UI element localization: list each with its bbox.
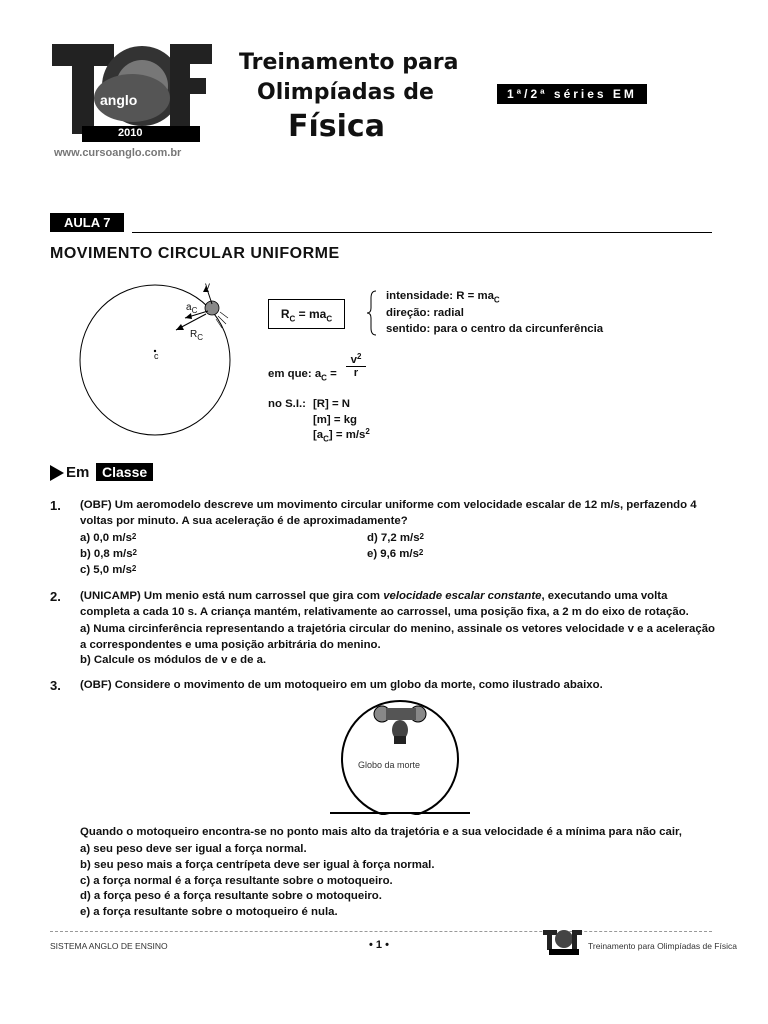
- q3-option-a: a) seu peso deve ser igual a força normal.: [80, 843, 307, 855]
- q2-item-a: a) Numa circinferência representando a trajetória circular do menino, assinale os vetores velocidade v e a aceleração a correspondentes e uma posição arbitrária do menino.: [80, 623, 715, 651]
- fraction: $v^2$ r: [346, 354, 366, 379]
- title-line1: Treinamento para: [239, 50, 459, 75]
- section-em: Em: [66, 464, 90, 481]
- aula-label: AULA 7: [50, 213, 124, 232]
- rc-vector-label: $R_C$: [190, 329, 204, 342]
- q3-option-d: d) a força peso é a força resultante sobre o motoqueiro.: [80, 890, 382, 902]
- q1-option-b: b) 0,8 $m/s^2$: [80, 548, 137, 560]
- globe-illustration: [330, 700, 470, 815]
- title-line2: Olimpíadas de: [257, 80, 434, 105]
- footer-logo: [543, 928, 583, 961]
- si-m: [m] = kg: [313, 414, 357, 426]
- q3-option-c: c) a força normal é a força resultante sobre o motoqueiro.: [80, 875, 393, 887]
- circle-diagram: [70, 280, 250, 450]
- footer-page: • 1 •: [369, 939, 389, 951]
- brace: [366, 290, 378, 341]
- globe-label: Globo da morte: [358, 760, 421, 770]
- aula-rule: [132, 232, 712, 233]
- q1-text: (OBF) Um aeromodelo descreve um movimento circular uniforme com velocidade escalar de 12 m/s, perfazendo 4 voltas por minuto. A sua aceleração é de aproximadamente?: [80, 499, 697, 527]
- intensity-text: intensidade: $R = ma_C$: [386, 290, 500, 305]
- q1-option-d: d) 7,2 $m/s^2$: [367, 532, 424, 544]
- footer-left: SISTEMA ANGLO DE ENSINO: [50, 941, 168, 951]
- q1-option-e: e) 9,6 $m/s^2$: [367, 548, 424, 560]
- rc-formula-box: $R_C = ma_C$: [268, 299, 345, 329]
- si-r: [R] = N: [313, 398, 351, 410]
- q1-option-a: a) 0,0 $m/s^2$: [80, 532, 137, 544]
- series-label: 1ª/2ª séries EM: [497, 84, 647, 104]
- q1-number: 1.: [50, 498, 61, 513]
- q3-number: 3.: [50, 678, 61, 693]
- si-label: no S.I.:: [268, 398, 306, 410]
- q2-text: (UNICAMP) Um menio está num carrossel que gira com velocidade escalar constante, executando uma volta completa a cada 10 s. A criança mantém, relativamente ao carrossel, uma posição fixa, a 2 m do eixo de rotação.: [80, 590, 689, 618]
- logo-year: 2010: [118, 127, 143, 139]
- sense-text: sentido: para o centro da circunferência: [386, 323, 604, 335]
- q1-option-c: c) 5,0 $m/s^2$: [80, 564, 137, 576]
- v-vector-label: v: [205, 281, 210, 292]
- em-que-text: em que: $a_C$ =: [268, 368, 337, 383]
- q3-option-b: b) seu peso mais a força centrípeta deve ser igual à força normal.: [80, 859, 435, 871]
- title-line3: Física: [288, 109, 385, 144]
- section-arrow-icon: [50, 465, 64, 486]
- lesson-heading: MOVIMENTO CIRCULAR UNIFORME: [50, 245, 340, 262]
- q3-text: (OBF) Considere o movimento de um motoqueiro em um globo da morte, como ilustrado abaixo.: [80, 679, 603, 691]
- si-a: $[a_C] = m/s^2$: [313, 427, 370, 444]
- q3-option-e: e) a força resultante sobre o motoqueiro é nula.: [80, 906, 338, 918]
- direction-text: direção: radial: [386, 307, 464, 319]
- q2-item-b: b) Calcule os módulos de v e de a.: [80, 654, 267, 666]
- center-label: c: [154, 351, 159, 361]
- website: www.cursoanglo.com.br: [54, 147, 182, 159]
- footer-rule: [50, 931, 712, 932]
- q2-number: 2.: [50, 589, 61, 604]
- q3-stem: Quando o motoqueiro encontra-se no ponto mais alto da trajetória e a sua velocidade é a mínima para não cair,: [80, 826, 682, 838]
- ac-vector-label: $a_C$: [186, 302, 198, 315]
- section-classe: Classe: [96, 463, 153, 481]
- logo-brand: anglo: [100, 92, 138, 108]
- footer-right: Treinamento para Olimpíadas de Física: [588, 941, 737, 951]
